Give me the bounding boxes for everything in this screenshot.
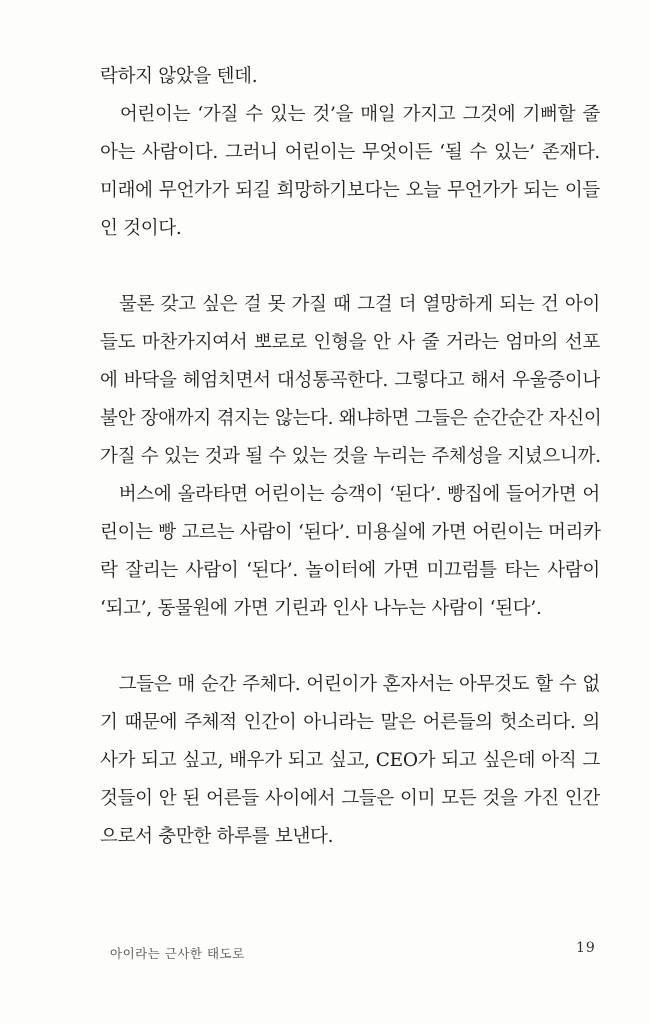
paragraph xyxy=(100,476,600,628)
paragraph-spacer xyxy=(100,628,600,666)
text-line: 에 바닥을 헤엄치면서 대성통곡한다. 그렇다고 해서 우울증이나 xyxy=(100,370,600,391)
text-line: 사가 되고 싶고, 배우가 되고 싶고, CEO가 되고 싶은데 아직 그 xyxy=(100,750,600,771)
text-line: 인 것이다. xyxy=(100,218,182,239)
text-line: 락하지 않았을 텐데. xyxy=(100,66,258,87)
text-line: 락 잘리는 사람이 ‘된다’. 놀이터에 가면 미끄럼틀 타는 사람이 xyxy=(100,560,600,581)
text-line: 불안 장애까지 겪지는 않는다. 왜냐하면 그들은 순간순간 자신이 xyxy=(100,408,602,429)
text-line: 린이는 빵 고르는 사람이 ‘된다’. 미용실에 가면 어린이는 머리카 xyxy=(100,522,601,543)
text-line: ‘되고’, 동물원에 가면 기린과 인사 나누는 사람이 ‘된다’. xyxy=(100,598,542,619)
body-text xyxy=(100,58,600,856)
paragraph xyxy=(100,58,600,96)
text-line: 으로서 충만한 하루를 보낸다. xyxy=(100,826,334,847)
running-footer-title: 아이라는 근사한 태도로 xyxy=(110,946,245,961)
text-line: 들도 마찬가지여서 뽀로로 인형을 안 사 줄 거라는 엄마의 선포 xyxy=(100,332,600,353)
text-line: 것들이 안 된 어른들 사이에서 그들은 이미 모든 것을 가진 인간 xyxy=(100,788,600,809)
text-line: 물론 갖고 싶은 걸 못 가질 때 그걸 더 열망하게 되는 건 아이 xyxy=(100,294,600,315)
paragraph xyxy=(100,96,600,248)
text-line: 그들은 매 순간 주체다. 어린이가 혼자서는 아무것도 할 수 없 xyxy=(100,674,600,695)
paragraph xyxy=(100,286,600,476)
text-line: 버스에 올라타면 어린이는 승객이 ‘된다’. 빵집에 들어가면 어 xyxy=(100,484,600,505)
paragraph-spacer xyxy=(100,248,600,286)
paragraph xyxy=(100,666,600,856)
text-line: 기 때문에 주체적 인간이 아니라는 말은 어른들의 헛소리다. 의 xyxy=(100,712,600,733)
text-line: 아는 사람이다. 그러니 어린이는 무엇이든 ‘될 수 있는’ 존재다. xyxy=(100,142,600,163)
page-number: 19 xyxy=(576,940,596,956)
text-line: 어린이는 ‘가질 수 있는 것’을 매일 가지고 그것에 기뻐할 줄 xyxy=(100,104,600,125)
text-line: 가질 수 있는 것과 될 수 있는 것을 누리는 주체성을 지녔으니까. xyxy=(100,446,601,467)
text-line: 미래에 무언가가 되길 희망하기보다는 오늘 무언가가 되는 이들 xyxy=(100,180,600,201)
